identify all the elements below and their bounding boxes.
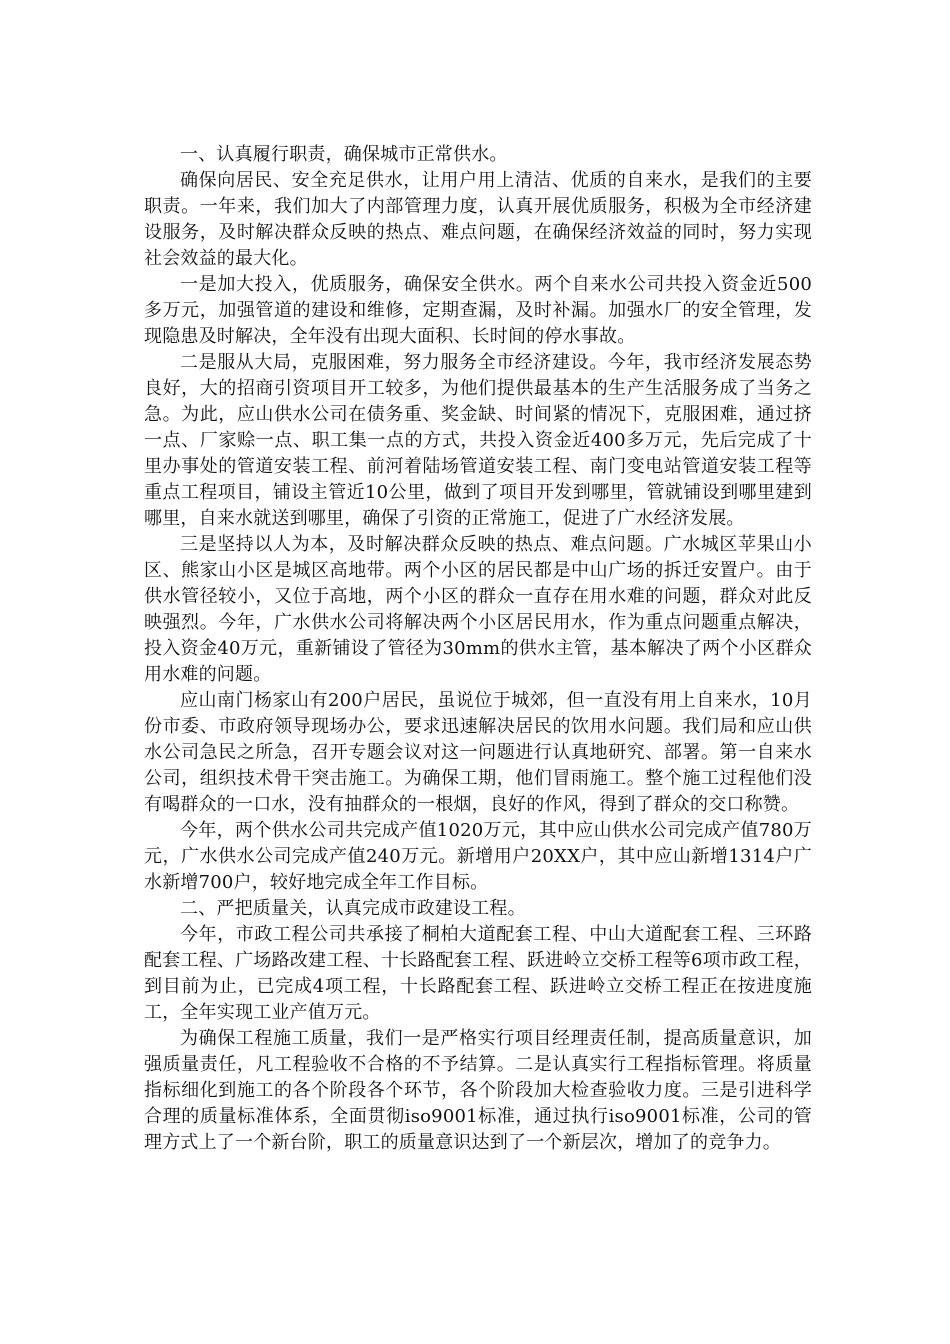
section-heading-1: 一、认真履行职责，确保城市正常供水。: [180, 144, 508, 165]
paragraph: 为确保工程施工质量，我们一是严格实行项目经理责任制，提高质量意识，加强质量责任，凡工程验收不合格的不予结算。二是认真实行工程指标管理。将质量指标细化到施工的各个阶段各个环节，各个阶段加大检查验收力度。三是引进科学合理的质量标准体系，全面贯彻iso9001标准，通过执行iso9001标准，公司的管理方式上了一个新台阶，职工的质量意识达到了一个新层次，增加了的竞争力。: [144, 1028, 812, 1153]
paragraph: 确保向居民、安全充足供水，让用户用上清洁、优质的自来水，是我们的主要职责。一年来，我们加大了内部管理力度，认真开展优质服务，积极为全市经济建设服务，及时解决群众反映的热点、难点问题，在确保经济效益的同时，努力实现社会效益的最大化。: [144, 170, 812, 269]
paragraph: 应山南门杨家山有200户居民，虽说位于城郊，但一直没有用上自来水，10月份市委、市政府领导现场办公，要求迅速解决居民的饮用水问题。我们局和应山供水公司急民之所急，召开专题会议对这一问题进行认真地研究、部署。第一自来水公司，组织技术骨干突击施工。为确保工期，他们冒雨施工。整个施工过程他们没有喝群众的一口水，没有抽群众的一根烟，良好的作风，得到了群众的交口称赞。: [144, 690, 812, 815]
document-body: [144, 142, 812, 1156]
paragraph: 二是服从大局，克服困难，努力服务全市经济建设。今年，我市经济发展态势良好，大的招商引资项目开工较多，为他们提供最基本的生产生活服务成了当务之急。为此，应山供水公司在债务重、奖金缺、时间紧的情况下，克服困难，通过挤一点、厂家赊一点、职工集一点的方式，共投入资金近400多万元，先后完成了十里办事处的管道安装工程、前河着陆场管道安装工程、南门变电站管道安装工程等重点工程项目，铺设主管近10公里，做到了项目开发到哪里，管就铺设到哪里建到哪里，自来水就送到哪里，确保了引资的正常施工，促进了广水经济发展。: [144, 352, 812, 529]
paragraph: 一是加大投入，优质服务，确保安全供水。两个自来水公司共投入资金近500多万元，加强管道的建设和维修，定期查漏，及时补漏。加强水厂的安全管理，发现隐患及时解决，全年没有出现大面积、长时间的停水事故。: [144, 274, 812, 347]
section-heading-2: 二、严把质量关，认真完成市政建设工程。: [180, 898, 526, 919]
paragraph: 今年，两个供水公司共完成产值1020万元，其中应山供水公司完成产值780万元，广水供水公司完成产值240万元。新增用户20XX户，其中应山新增1314户广水新增700户，较好地完成全年工作目标。: [144, 820, 812, 893]
paragraph: 今年，市政工程公司共承接了桐柏大道配套工程、中山大道配套工程、三环路配套工程、广场路改建工程、十长路配套工程、跃进岭立交桥工程等6项市政工程，到目前为止，已完成4项工程，十长路配套工程、跃进岭立交桥工程正在按进度施工，全年实现工业产值万元。: [144, 924, 812, 1023]
paragraph: 三是坚持以人为本，及时解决群众反映的热点、难点问题。广水城区苹果山小区、熊家山小区是城区高地带。两个小区的居民都是中山广场的拆迁安置户。由于供水管径较小，又位于高地，两个小区的群众一直存在用水难的问题，群众对此反映强烈。今年，广水供水公司将解决两个小区居民用水，作为重点问题重点解决，投入资金40万元，重新铺设了管径为30mm的供水主管，基本解决了两个小区群众用水难的问题。: [144, 534, 812, 685]
